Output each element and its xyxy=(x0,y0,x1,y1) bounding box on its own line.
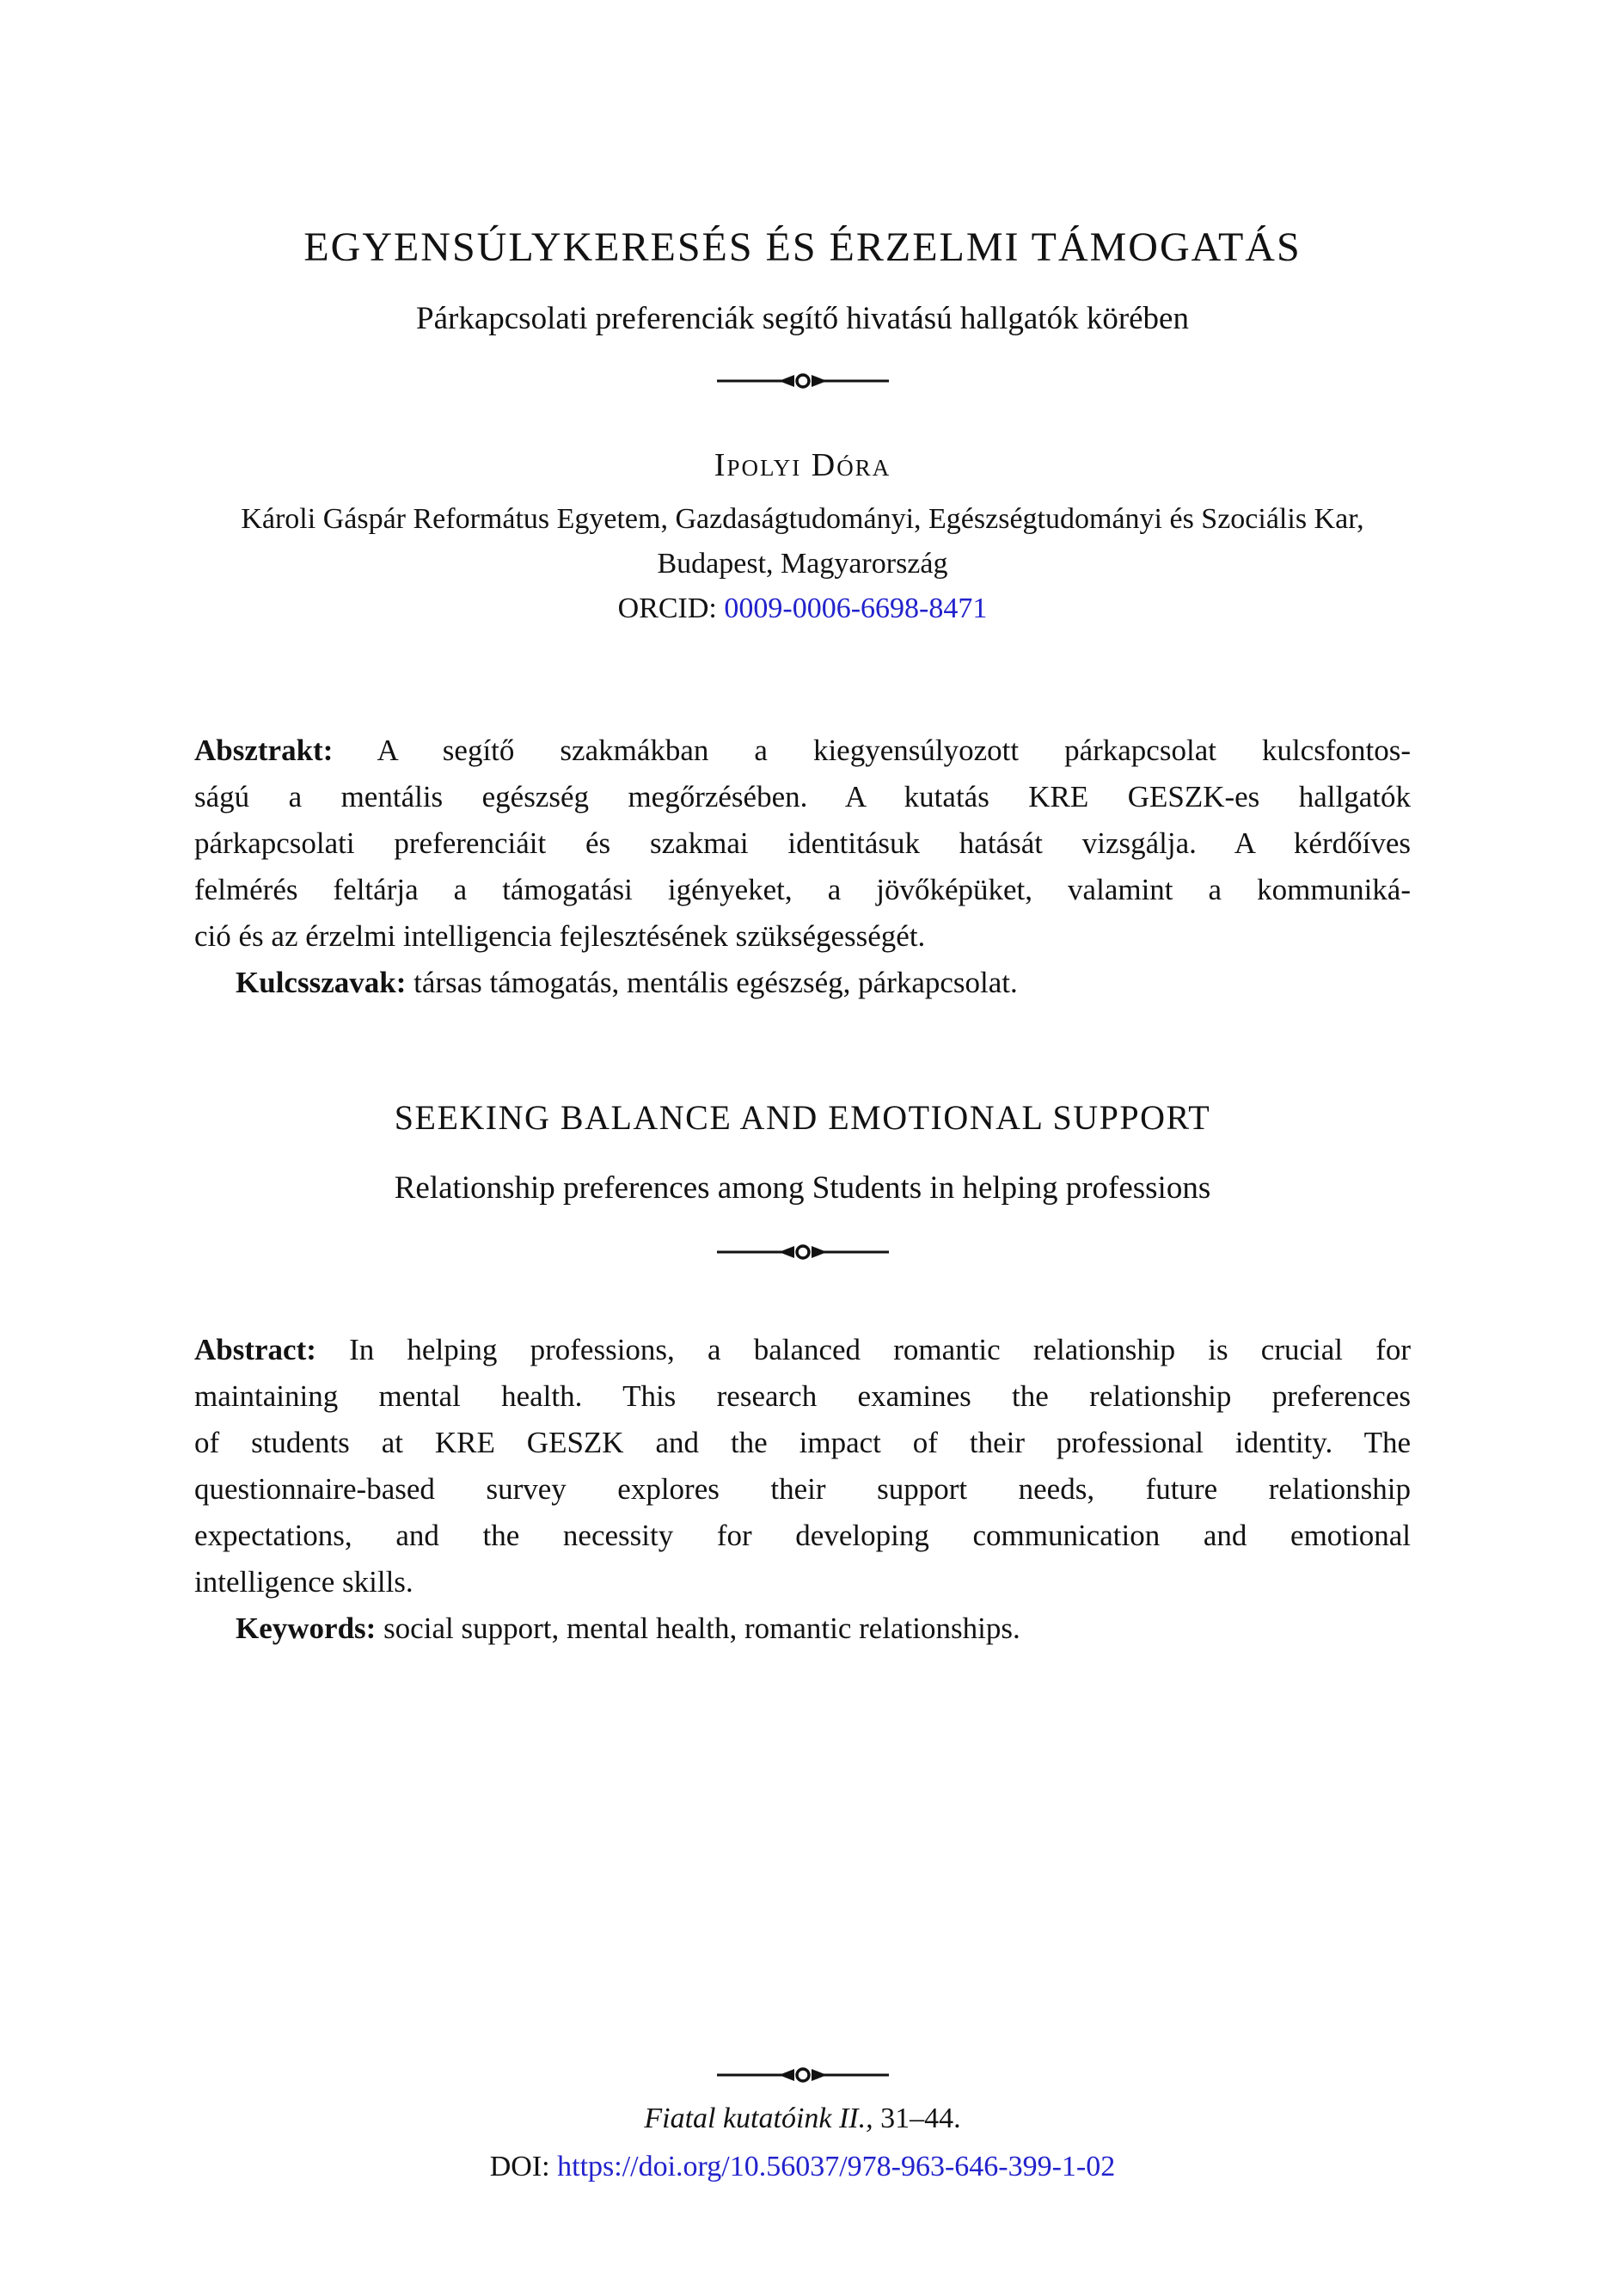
keywords-text-hu: társas támogatás, mentális egészség, párkapcsolat. xyxy=(406,966,1018,999)
english-subtitle: Relationship preferences among Students in helping professions xyxy=(394,1170,1211,1206)
orcid-link[interactable]: 0009-0006-6698-8471 xyxy=(724,592,988,624)
author-affiliation-block xyxy=(194,497,1411,631)
doi-label: DOI: xyxy=(489,2151,558,2182)
abstract-line-rest: In helping professions, a balanced romantic relationship is crucial for xyxy=(315,1333,1411,1366)
abstract-body-hu xyxy=(194,774,1411,960)
divider-ornament-icon xyxy=(717,371,889,390)
abstract-first-line xyxy=(194,1327,1411,1373)
abstract-line: ció és az érzelmi intelligencia fejlesztésének szükségességét. xyxy=(194,919,926,953)
page-subtitle: Párkapcsolati preferenciák segítő hivatású hallgatók körében xyxy=(416,301,1189,336)
abstract-label-en: Abstract: xyxy=(194,1333,316,1366)
series-citation xyxy=(0,2100,1605,2138)
english-title: SEEKING BALANCE AND EMOTIONAL SUPPORT xyxy=(394,1098,1211,1137)
abstract-body-en xyxy=(194,1373,1411,1605)
orcid-line xyxy=(194,586,1411,631)
keywords-text-en: social support, mental health, romantic relationships. xyxy=(376,1611,1020,1645)
abstract-line-rest: A segítő szakmákban a kiegyensúlyozott párkapcsolat kulcsfontos- xyxy=(333,734,1411,767)
abstract-line: questionnaire-based survey explores their support needs, future relationship xyxy=(194,1472,1411,1506)
english-abstract xyxy=(194,1327,1411,1652)
abstract-label-hu: Absztrakt: xyxy=(194,734,334,767)
affiliation-line-2: Budapest, Magyarország xyxy=(657,548,948,580)
divider-ornament-icon xyxy=(717,1243,889,1262)
divider-ornament-icon xyxy=(717,2066,889,2084)
abstract-line: párkapcsolati preferenciáit és szakmai identitásuk hatását vizsgálja. A kérdőíves xyxy=(194,826,1411,860)
doi-line xyxy=(0,2148,1605,2186)
doi-link[interactable]: https://doi.org/10.56037/978-963-646-399-1-02 xyxy=(557,2151,1116,2182)
footer-divider-ornament xyxy=(0,2066,1605,2084)
page-title: EGYENSÚLYKERESÉS ÉS ÉRZELMI TÁMOGATÁS xyxy=(303,224,1302,270)
affiliation-line-1: Károli Gáspár Református Egyetem, Gazdaságtudományi, Egészségtudományi és Szociális Kar, xyxy=(241,503,1364,535)
abstract-line: ságú a mentális egészség megőrzésében. A kutatás KRE GESZK-es hallgatók xyxy=(194,780,1411,813)
page-footer xyxy=(0,2066,1605,2186)
abstract-line: felmérés feltárja a támogatási igényeket, a jövőképüket, valamint a kommuniká- xyxy=(194,873,1411,906)
hungarian-abstract xyxy=(194,727,1411,1006)
abstract-line: maintaining mental health. This research examines the relationship preferences xyxy=(194,1379,1411,1413)
section-divider-ornament xyxy=(194,1243,1411,1262)
series-pages: 31–44. xyxy=(873,2103,961,2134)
orcid-label: ORCID: xyxy=(617,592,725,624)
keywords-label-en: Keywords: xyxy=(236,1611,377,1645)
keywords-line-en xyxy=(194,1605,1411,1652)
abstract-line: of students at KRE GESZK and the impact of their professional identity. The xyxy=(194,1426,1411,1459)
abstract-line: intelligence skills. xyxy=(194,1565,414,1599)
series-title: Fiatal kutatóink II., xyxy=(644,2103,873,2134)
abstract-line: expectations, and the necessity for developing communication and emotional xyxy=(194,1519,1411,1552)
author-name: Ipolyi Dóra xyxy=(714,447,891,483)
abstract-first-line xyxy=(194,727,1411,774)
section-divider-ornament xyxy=(194,371,1411,390)
keywords-label-hu: Kulcsszavak: xyxy=(236,966,407,999)
keywords-line-hu xyxy=(194,960,1411,1006)
